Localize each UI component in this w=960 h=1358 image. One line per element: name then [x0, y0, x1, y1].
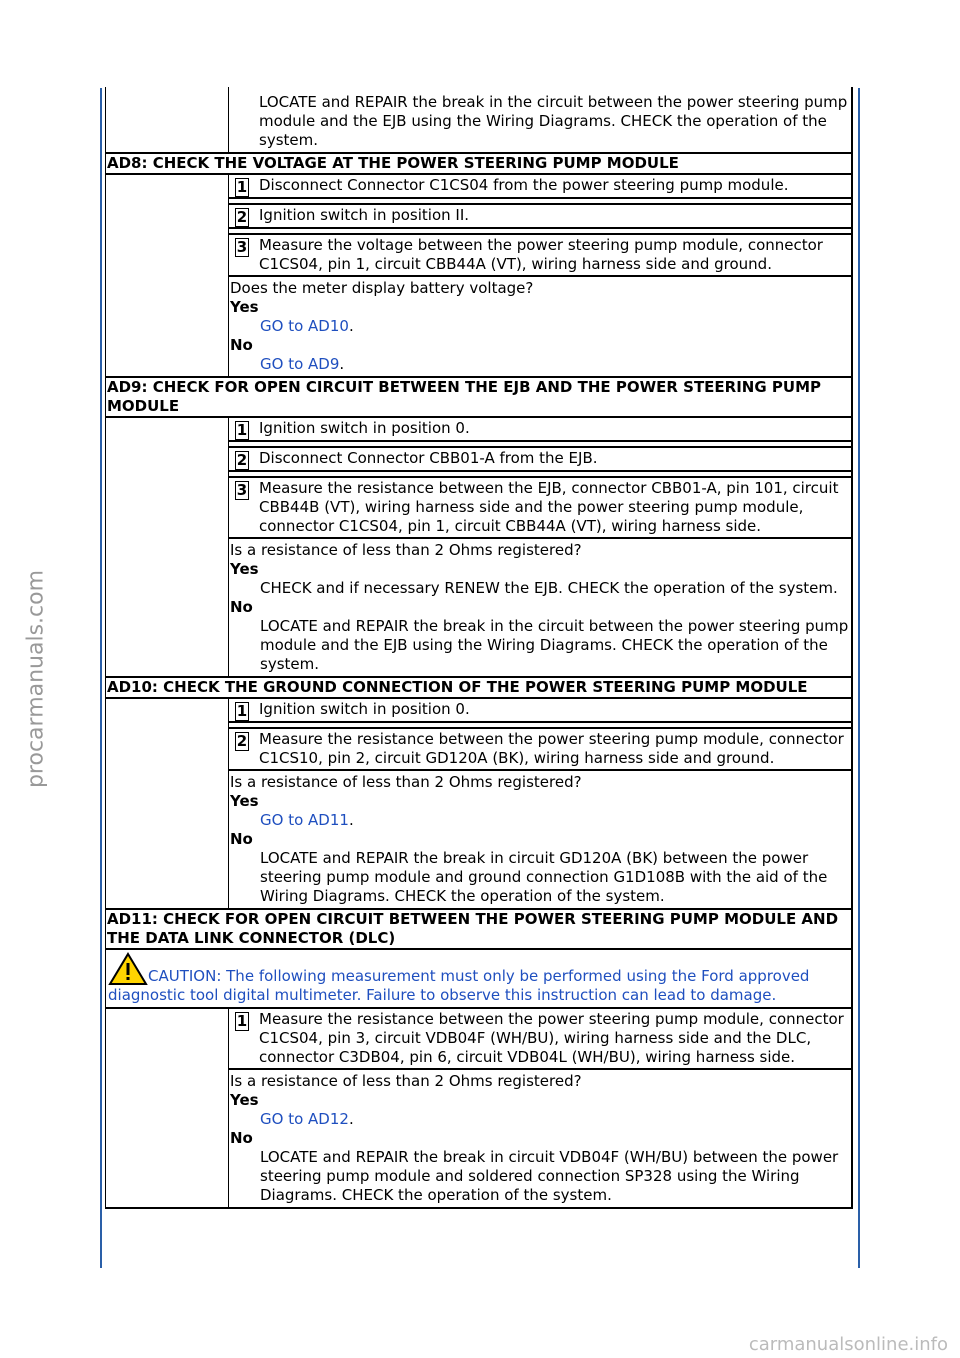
ad11-steps-row [105, 1009, 853, 1209]
top-text: LOCATE and REPAIR the break in the circuit between the power steering pump module and the EJB using the Wiring Diagrams. CHECK the operation of the system. [259, 93, 848, 149]
ad10-step-1: 1 Ignition switch in position 0. [229, 699, 851, 723]
step-number: 2 [236, 208, 248, 226]
step-number: 3 [236, 238, 248, 256]
watermark: procarmanuals.com [23, 569, 49, 789]
step-number: 2 [236, 732, 248, 750]
top-row [105, 87, 853, 152]
ad8-steps-row [105, 175, 853, 376]
go-to-ad9-link[interactable]: GO to AD9 [260, 355, 340, 373]
ad10-step-2: 2 Measure the resistance between the power steering pump module, connector C1CS10, pin 2, circuit GD120A (BK), wiring harness side and ground. [229, 727, 851, 771]
go-to-ad12-link[interactable]: GO to AD12 [260, 1110, 349, 1128]
ad11-header: AD11: CHECK FOR OPEN CIRCUIT BETWEEN THE POWER STEERING PUMP MODULE AND THE DATA LINK CONNECTOR (DLC) [105, 908, 853, 950]
ad8-question-block: Does the meter display battery voltage? Yes GO to AD10. No GO to AD9. [230, 279, 534, 373]
left-page-line [100, 88, 102, 1268]
ad8-step-2: 2 Ignition switch in position II. [229, 203, 851, 229]
step-number: 1 [236, 178, 248, 196]
ad9-step-3: 3 Measure the resistance between the EJB, connector CBB01-A, pin 101, circuit CBB44B (VT), wiring harness side and the power steering pump module, connector C1CS04, pin 1, circuit CBB44A (VT), wiring harness side. [229, 476, 851, 539]
ad10-header: AD10: CHECK THE GROUND CONNECTION OF THE POWER STEERING PUMP MODULE [105, 676, 853, 699]
footer-watermark: carmanualsonline.info [748, 1334, 948, 1355]
ad9-step-1: 1 Ignition switch in position 0. [229, 418, 851, 442]
step-number: 1 [236, 421, 248, 439]
ad10-question-block: Is a resistance of less than 2 Ohms registered? Yes GO to AD11. No LOCATE and REPAIR the break in circuit GD120A (BK) between the power steering pump module and ground connection G1D108B with the aid of the Wiring Diagrams. CHECK the operation of the system. [230, 773, 828, 905]
ad9-step-2: 2 Disconnect Connector CBB01-A from the EJB. [229, 446, 851, 472]
step-number: 3 [236, 481, 248, 499]
warning-icon [108, 952, 148, 986]
go-to-ad10-link[interactable]: GO to AD10 [260, 317, 349, 335]
right-page-line [858, 88, 860, 1268]
ad9-question-block: Is a resistance of less than 2 Ohms registered? Yes CHECK and if necessary RENEW the EJB. CHECK the operation of the system. No LOCATE and REPAIR the break in the circuit between the power steering pump module and the EJB using the Wiring Diagrams. CHECK the operation of the system. [230, 541, 849, 673]
ad9-steps-row [105, 418, 853, 676]
step-number: 2 [236, 451, 248, 469]
go-to-ad11-link[interactable]: GO to AD11 [260, 811, 349, 829]
ad11-step-1: 1 Measure the resistance between the power steering pump module, connector C1CS04, pin 3, circuit VDB04F (WH/BU), wiring harness side and the DLC, connector C3DB04, pin 6, circuit VDB04L (WH/BU), wiring harness side. [229, 1009, 851, 1070]
diagnostic-table [105, 87, 853, 1209]
caution-note: CAUTION: The following measurement must only be performed using the Ford approved diagnostic tool digital multimeter. Failure to observe this instruction can lead to damage. [105, 950, 853, 1009]
ad10-steps-row [105, 699, 853, 908]
ad11-question-block: Is a resistance of less than 2 Ohms registered? Yes GO to AD12. No LOCATE and REPAIR the break in circuit VDB04F (WH/BU) between the power steering pump module and soldered connection SP328 using the Wiring Diagrams. CHECK the operation of the system. [230, 1072, 839, 1204]
ad8-step-3: 3 Measure the voltage between the power steering pump module, connector C1CS04, pin 1, circuit CBB44A (VT), wiring harness side and ground. [229, 233, 851, 277]
step-number: 1 [236, 702, 248, 720]
ad9-header: AD9: CHECK FOR OPEN CIRCUIT BETWEEN THE EJB AND THE POWER STEERING PUMP MODULE [105, 376, 853, 418]
ad8-header: AD8: CHECK THE VOLTAGE AT THE POWER STEERING PUMP MODULE [105, 152, 853, 175]
ad8-step-1: 1 Disconnect Connector C1CS04 from the power steering pump module. [229, 175, 851, 199]
step-number: 1 [236, 1012, 248, 1030]
